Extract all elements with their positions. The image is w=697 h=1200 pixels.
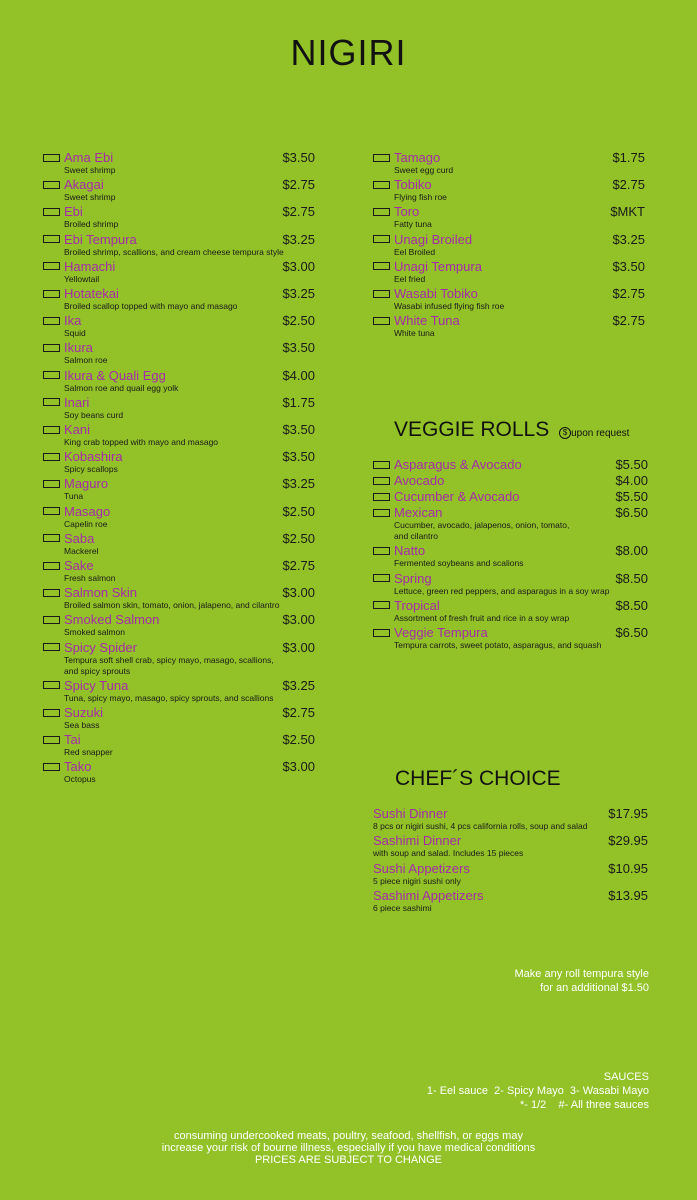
dollar-circle-icon: $ <box>559 427 571 439</box>
item-price: $MKT <box>610 204 645 220</box>
checkbox-icon[interactable] <box>373 509 390 517</box>
item-price: $3.50 <box>282 150 315 165</box>
checkbox-icon[interactable] <box>373 461 390 469</box>
nigiri-title: NIGIRI <box>290 32 407 73</box>
menu-item-white-tuna[interactable] <box>373 313 645 339</box>
item-name: Sashimi Appetizers <box>373 887 484 903</box>
menu-item-tobiko[interactable] <box>373 177 645 203</box>
checkbox-icon[interactable] <box>43 681 60 689</box>
menu-item-salmon-skin[interactable] <box>43 585 315 611</box>
checkbox-icon[interactable] <box>373 477 390 485</box>
menu-item-kani[interactable] <box>43 422 315 448</box>
menu-item-natto[interactable] <box>373 543 648 569</box>
menu-item-sushi-dinner <box>373 806 648 832</box>
menu-item-unagi-tempura[interactable] <box>373 259 645 285</box>
veggie-rolls-title: VEGGIE ROLLS <box>394 418 550 441</box>
item-description: Broiled shrimp, scallions, and cream cheese tempura style <box>64 246 284 257</box>
checkbox-icon[interactable] <box>373 262 390 270</box>
item-description: Broiled salmon skin, tomato, onion, jalapeno, and cilantro <box>64 600 280 611</box>
item-price: $5.50 <box>615 489 648 504</box>
item-name: Hotatekai <box>64 286 119 301</box>
item-price: $3.00 <box>282 759 315 775</box>
item-price: $1.75 <box>612 150 645 165</box>
item-description: Broiled scallop topped with mayo and masago <box>64 301 238 311</box>
checkbox-icon[interactable] <box>43 534 60 542</box>
item-name: Suzuki <box>64 705 104 720</box>
checkbox-icon[interactable] <box>43 480 60 488</box>
checkbox-icon[interactable] <box>373 290 390 298</box>
menu-item-veggie-tempura[interactable] <box>373 625 648 651</box>
item-name: Masago <box>64 503 111 519</box>
checkbox-icon[interactable] <box>43 208 60 216</box>
item-description: White tuna <box>394 328 435 339</box>
checkbox-icon[interactable] <box>43 562 60 570</box>
checkbox-icon[interactable] <box>373 629 390 637</box>
item-price: $3.50 <box>282 340 315 356</box>
item-description: Soy beans curd <box>64 409 124 420</box>
item-name: Cucumber & Avocado <box>394 489 520 504</box>
checkbox-icon[interactable] <box>373 493 390 501</box>
checkbox-icon[interactable] <box>373 181 390 189</box>
menu-item-akagai[interactable] <box>43 177 315 203</box>
item-price: $10.95 <box>608 860 648 876</box>
item-price: $3.25 <box>282 231 315 247</box>
menu-item-inari[interactable] <box>43 395 315 421</box>
item-name: Sake <box>64 558 94 573</box>
checkbox-icon[interactable] <box>43 763 60 771</box>
item-price: $3.00 <box>282 585 315 601</box>
item-description: and cilantro <box>394 531 438 541</box>
item-price: $2.75 <box>612 313 645 329</box>
item-description: Sweet shrimp <box>64 165 116 175</box>
checkbox-icon[interactable] <box>373 235 390 243</box>
item-price: $3.50 <box>282 449 315 465</box>
menu-item-ika[interactable] <box>43 313 315 339</box>
item-name: Sushi Appetizers <box>373 860 470 876</box>
item-price: $13.95 <box>608 887 648 903</box>
item-price: $3.50 <box>612 258 645 274</box>
item-description: Wasabi infused flying fish roe <box>394 301 505 311</box>
item-description: Flying fish roe <box>394 192 447 203</box>
item-price: $5.50 <box>615 457 648 472</box>
item-name: Avocado <box>394 473 445 488</box>
menu-item-sushi-appetizers <box>373 861 648 887</box>
item-description: Eel fried <box>394 273 426 284</box>
item-description: Sweet egg curd <box>394 165 454 175</box>
item-description: Broiled shrimp <box>64 219 119 230</box>
item-description: Lettuce, green red peppers, and asparagus in a soy wrap <box>394 585 610 596</box>
menu-item-ebi[interactable] <box>43 204 315 230</box>
checkbox-icon[interactable] <box>43 709 60 717</box>
checkbox-icon[interactable] <box>43 398 60 406</box>
item-price: $3.50 <box>282 422 315 437</box>
item-name: White Tuna <box>394 313 460 329</box>
item-description: Red snapper <box>64 747 113 758</box>
item-name: Sushi Dinner <box>373 806 448 821</box>
menu-item-avocado[interactable] <box>373 473 648 488</box>
menu-item-tai[interactable] <box>43 732 315 758</box>
menu-item-spicy-tuna[interactable] <box>43 678 315 704</box>
item-description: Salmon roe <box>64 355 108 366</box>
menu-item-spicy-spider[interactable] <box>43 640 315 677</box>
item-price: $2.50 <box>282 503 315 519</box>
item-price: $4.00 <box>615 473 648 488</box>
item-price: $3.25 <box>282 286 315 301</box>
menu-item-ama-ebi[interactable] <box>43 150 315 176</box>
item-name: Ama Ebi <box>64 150 114 165</box>
checkbox-icon[interactable] <box>43 371 60 379</box>
menu-item-cucumber-avocado[interactable] <box>373 489 648 504</box>
item-description: Yellowtail <box>64 273 100 284</box>
menu-item-maguro[interactable] <box>43 476 315 502</box>
item-price: $2.75 <box>612 286 645 301</box>
item-name: Akagai <box>64 177 104 193</box>
item-price: $29.95 <box>608 833 648 849</box>
tempura-note: Make any roll tempura style for an additional $1.50 <box>514 968 649 994</box>
chefs-choice-title: CHEF´S CHOICE <box>395 767 561 790</box>
item-name: Sashimi Dinner <box>373 833 462 849</box>
menu-item-ikura[interactable] <box>43 340 315 366</box>
item-name: Ebi Tempura <box>64 231 137 247</box>
item-name: Mexican <box>394 505 443 520</box>
menu-item-ikura-quali-egg[interactable] <box>43 368 315 394</box>
menu-item-kobashira[interactable] <box>43 449 315 475</box>
menu-item-masago[interactable] <box>43 504 315 530</box>
checkbox-icon[interactable] <box>43 235 60 243</box>
checkbox-icon[interactable] <box>43 317 60 325</box>
item-name: Tobiko <box>394 177 432 193</box>
item-name: Salmon Skin <box>64 585 137 601</box>
item-description: Spicy scallops <box>64 464 118 475</box>
menu-item-suzuki[interactable] <box>43 705 315 731</box>
sauces-note: SAUCES 1- Eel sauce 2- Spicy Mayo 3- Wasabi Mayo *- 1/2 #- All three sauces <box>426 1071 649 1111</box>
item-description: Smoked salmon <box>64 627 125 638</box>
item-price: $2.75 <box>612 177 645 193</box>
veggie-rolls-heading <box>394 418 629 442</box>
item-price: $3.25 <box>282 677 315 693</box>
item-name: Inari <box>64 394 90 410</box>
menu-item-unagi-broiled[interactable] <box>373 232 645 258</box>
item-description: with soup and salad. Includes 15 pieces <box>373 848 524 859</box>
menu-item-asparagus-avocado[interactable] <box>373 457 648 472</box>
checkbox-icon[interactable] <box>373 154 390 162</box>
item-name: Asparagus & Avocado <box>394 457 522 472</box>
item-description: Fresh salmon <box>64 573 116 583</box>
menu-item-smoked-salmon[interactable] <box>43 612 315 638</box>
item-description: Squid <box>64 328 86 339</box>
item-description: King crab topped with mayo and masago <box>64 437 219 447</box>
checkbox-icon[interactable] <box>43 453 60 461</box>
item-description: Tempura soft shell crab, spicy mayo, masago, scallions, <box>64 654 274 665</box>
item-price: $2.50 <box>282 530 315 546</box>
item-price: $6.50 <box>615 505 648 520</box>
menu-item-sashimi-appetizers <box>373 888 648 914</box>
checkbox-icon[interactable] <box>43 589 60 597</box>
menu-item-sashimi-dinner <box>373 833 648 859</box>
item-price: $2.75 <box>282 177 315 193</box>
menu-item-saba[interactable] <box>43 531 315 557</box>
item-name: Saba <box>64 530 95 546</box>
item-price: $8.00 <box>615 543 648 559</box>
checkbox-icon[interactable] <box>43 181 60 189</box>
item-name: Veggie Tempura <box>394 625 488 641</box>
item-name: Spring <box>394 570 432 586</box>
menu-item-spring[interactable] <box>373 571 648 597</box>
item-name: Tamago <box>394 150 441 165</box>
checkbox-icon[interactable] <box>43 426 60 434</box>
item-description: Fermented soybeans and scalions <box>394 558 524 569</box>
menu-item-ebi-tempura[interactable] <box>43 232 315 258</box>
item-price: $2.50 <box>282 313 315 329</box>
item-name: Spicy Spider <box>64 639 137 655</box>
item-price: $2.75 <box>282 558 315 573</box>
checkbox-icon[interactable] <box>373 574 390 582</box>
item-description: and spicy sprouts <box>64 665 131 676</box>
menu-item-tamago[interactable] <box>373 150 645 176</box>
item-price: $2.75 <box>282 204 315 220</box>
checkbox-icon[interactable] <box>373 547 390 555</box>
item-name: Kani <box>64 422 91 437</box>
item-name: Kobashira <box>64 449 123 465</box>
checkbox-icon[interactable] <box>43 616 60 624</box>
item-description: Tuna, spicy mayo, masago, spicy sprouts, and scallions <box>64 692 274 703</box>
upon-request-note: upon request <box>571 428 630 439</box>
item-name: Unagi Broiled <box>394 231 473 247</box>
checkbox-icon[interactable] <box>43 262 60 270</box>
item-description: 8 pcs or nigiri sushi, 4 pcs california rolls, soup and salad <box>373 821 588 831</box>
item-price: $1.75 <box>282 394 315 410</box>
menu-item-wasabi-tobiko[interactable] <box>373 286 645 312</box>
item-description: 5 piece nigiri sushi only <box>373 875 461 886</box>
menu-item-sake[interactable] <box>43 558 315 584</box>
item-description: Tuna <box>64 491 84 502</box>
item-name: Hamachi <box>64 258 116 274</box>
item-name: Unagi Tempura <box>394 258 482 274</box>
item-description: Sea bass <box>64 720 100 730</box>
checkbox-icon[interactable] <box>43 290 60 298</box>
checkbox-icon[interactable] <box>43 154 60 162</box>
menu-item-toro[interactable] <box>373 204 645 230</box>
item-description: Salmon roe and quail egg yolk <box>64 382 179 393</box>
item-description: 6 piece sashimi <box>373 902 432 913</box>
menu-item-tropical[interactable] <box>373 598 648 624</box>
item-name: Ebi <box>64 204 83 220</box>
item-name: Maguro <box>64 476 109 492</box>
item-name: Smoked Salmon <box>64 612 160 628</box>
item-description: Cucumber, avocado, jalapenos, onion, tomato, <box>394 520 570 530</box>
item-name: Ikura <box>64 340 93 356</box>
item-price: $3.00 <box>282 612 315 628</box>
item-price: $17.95 <box>608 806 648 821</box>
item-name: Ikura & Quali Egg <box>64 367 166 383</box>
checkbox-icon[interactable] <box>43 507 60 515</box>
item-price: $4.00 <box>282 367 315 383</box>
item-description: Capelin roe <box>64 518 108 529</box>
item-price: $3.00 <box>282 258 315 274</box>
item-price: $2.50 <box>282 732 315 748</box>
checkbox-icon[interactable] <box>373 317 390 325</box>
checkbox-icon[interactable] <box>43 344 60 352</box>
item-price: $8.50 <box>615 597 648 613</box>
item-price: $6.50 <box>615 625 648 641</box>
footer-disclaimer: consuming undercooked meats, poultry, seafood, shellfish, or eggs may increase your risk of bourne illness, especially if you have medical conditions PRICES ARE SUBJECT TO CHANGE <box>161 1130 536 1166</box>
checkbox-icon[interactable] <box>43 643 60 651</box>
checkbox-icon[interactable] <box>43 736 60 744</box>
menu-item-hamachi[interactable] <box>43 259 315 285</box>
item-name: Toro <box>394 204 420 220</box>
item-name: Wasabi Tobiko <box>394 286 478 301</box>
item-name: Tako <box>64 759 92 775</box>
item-name: Tropical <box>394 597 440 613</box>
menu-item-tako[interactable] <box>43 759 315 785</box>
item-name: Tai <box>64 732 81 748</box>
item-name: Spicy Tuna <box>64 677 129 693</box>
checkbox-icon[interactable] <box>373 601 390 609</box>
item-description: Sweet shrimp <box>64 192 116 203</box>
item-description: Mackerel <box>64 545 99 556</box>
item-name: Natto <box>394 543 426 559</box>
item-description: Eel Broiled <box>394 246 436 257</box>
item-price: $8.50 <box>615 570 648 586</box>
item-price: $2.75 <box>282 705 315 720</box>
item-description: Fatty tuna <box>394 219 432 230</box>
item-description: Assortment of fresh fruit and rice in a soy wrap <box>394 612 570 623</box>
checkbox-icon[interactable] <box>373 208 390 216</box>
item-name: Ika <box>64 313 82 329</box>
item-price: $3.25 <box>282 476 315 492</box>
menu-item-hotatekai[interactable] <box>43 286 315 312</box>
menu-item-mexican[interactable] <box>373 505 648 542</box>
item-description: Tempura carrots, sweet potato, asparagus, and squash <box>394 640 602 651</box>
item-description: Octopus <box>64 774 96 785</box>
item-price: $3.25 <box>612 231 645 247</box>
item-price: $3.00 <box>282 639 315 655</box>
